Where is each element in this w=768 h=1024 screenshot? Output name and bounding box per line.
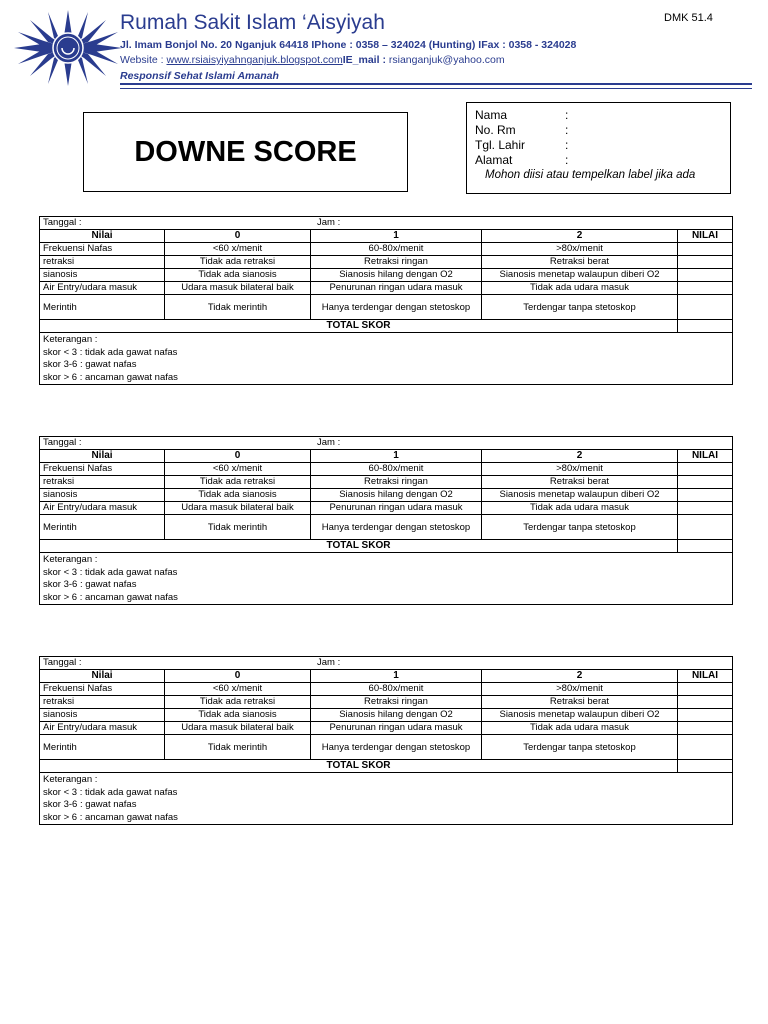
header-score-0: 0 (165, 450, 311, 463)
keterangan-row (40, 333, 733, 385)
criterion-cell: retraksi (40, 256, 165, 269)
hospital-motto: Responsif Sehat Islami Amanah (120, 70, 279, 82)
criterion-cell: Merintih (40, 515, 165, 540)
header-score-1: 1 (311, 230, 482, 243)
nilai-input-cell[interactable] (678, 269, 733, 282)
score-0-cell: Tidak merintih (165, 515, 311, 540)
header-score-0: 0 (165, 670, 311, 683)
table-row (40, 243, 733, 256)
header-score-2: 2 (482, 450, 678, 463)
keterangan-line: skor 3-6 : gawat nafas (43, 579, 137, 590)
field-label: Tgl. Lahir (475, 138, 526, 152)
nilai-input-cell[interactable] (678, 515, 733, 540)
score-1-cell: Sianosis hilang dengan O2 (311, 269, 482, 282)
nilai-input-cell[interactable] (678, 489, 733, 502)
header-nilai: Nilai (40, 670, 165, 683)
total-row (40, 540, 733, 553)
keterangan-line: skor 3-6 : gawat nafas (43, 359, 137, 370)
nilai-input-cell[interactable] (678, 243, 733, 256)
score-2-cell: Terdengar tanpa stetoskop (482, 735, 678, 760)
table-row (40, 709, 733, 722)
nilai-input-cell[interactable] (678, 735, 733, 760)
patient-label-note: Mohon diisi atau tempelkan label jika ada (485, 169, 696, 181)
criterion-cell: Merintih (40, 735, 165, 760)
patient-field-address[interactable] (475, 153, 730, 168)
table-row (40, 269, 733, 282)
table-row (40, 735, 733, 760)
jam-label: Jam : (317, 217, 341, 228)
criterion-cell: Merintih (40, 295, 165, 320)
table-header-row (40, 450, 733, 463)
field-label: Alamat (475, 153, 513, 167)
table-row (40, 722, 733, 735)
criterion-cell: sianosis (40, 489, 165, 502)
score-0-cell: Tidak ada sianosis (165, 489, 311, 502)
score-2-cell: Tidak ada udara masuk (482, 722, 678, 735)
tanggal-label: Tanggal : (43, 437, 82, 448)
score-1-cell: Retraksi ringan (311, 696, 482, 709)
criterion-cell: Frekuensi Nafas (40, 243, 165, 256)
criterion-cell: sianosis (40, 709, 165, 722)
header-divider-thin (120, 88, 752, 89)
tanggal-label: Tanggal : (43, 657, 82, 668)
score-2-cell: Sianosis menetap walaupun diberi O2 (482, 489, 678, 502)
total-skor-input-cell[interactable] (678, 320, 733, 333)
header-score-2: 2 (482, 670, 678, 683)
score-0-cell: Tidak ada retraksi (165, 256, 311, 269)
patient-info-box (466, 102, 731, 194)
keterangan-line: skor 3-6 : gawat nafas (43, 799, 137, 810)
score-2-cell: Sianosis menetap walaupun diberi O2 (482, 269, 678, 282)
table-row (40, 683, 733, 696)
total-row (40, 760, 733, 773)
score-0-cell: <60 x/menit (165, 243, 311, 256)
table-row (40, 463, 733, 476)
keterangan-row (40, 553, 733, 605)
criterion-cell: Air Entry/udara masuk (40, 282, 165, 295)
score-0-cell: Tidak ada retraksi (165, 696, 311, 709)
jam-label: Jam : (317, 437, 341, 448)
document-code: DMK 51.4 (664, 12, 713, 24)
score-0-cell: Tidak ada retraksi (165, 476, 311, 489)
patient-field-rm[interactable] (475, 123, 730, 138)
keterangan-line: skor < 3 : tidak ada gawat nafas (43, 566, 178, 578)
hospital-contact (120, 54, 505, 66)
header-nilai: Nilai (40, 450, 165, 463)
page-title: DOWNE SCORE (83, 112, 408, 192)
keterangan-title: Keterangan : (43, 334, 98, 345)
criterion-cell: retraksi (40, 696, 165, 709)
score-0-cell: Tidak ada sianosis (165, 709, 311, 722)
keterangan-line: skor > 6 : ancaman gawat nafas (43, 371, 178, 383)
nilai-input-cell[interactable] (678, 463, 733, 476)
score-1-cell: Hanya terdengar dengan stetoskop (311, 295, 482, 320)
header-nilai-value: NILAI (678, 450, 733, 463)
keterangan-line: skor < 3 : tidak ada gawat nafas (43, 346, 178, 358)
criterion-cell: sianosis (40, 269, 165, 282)
total-skor-input-cell[interactable] (678, 760, 733, 773)
keterangan-title: Keterangan : (43, 554, 98, 565)
nilai-input-cell[interactable] (678, 696, 733, 709)
score-table-3 (39, 656, 732, 825)
field-label: Nama (475, 108, 508, 122)
score-2-cell: Terdengar tanpa stetoskop (482, 295, 678, 320)
score-2-cell: Terdengar tanpa stetoskop (482, 515, 678, 540)
score-2-cell: Retraksi berat (482, 696, 678, 709)
hospital-name: Rumah Sakit Islam ‘Aisyiyah (120, 11, 385, 34)
criterion-cell: retraksi (40, 476, 165, 489)
keterangan-line: skor > 6 : ancaman gawat nafas (43, 811, 178, 823)
field-colon: : (565, 138, 569, 152)
date-time-row[interactable] (40, 657, 733, 670)
table-header-row (40, 670, 733, 683)
score-1-cell: 60-80x/menit (311, 683, 482, 696)
website-link[interactable]: www.rsiaisyiyahnganjuk.blogspot.com (166, 54, 343, 66)
table-row (40, 256, 733, 269)
score-1-cell: 60-80x/menit (311, 243, 482, 256)
table-row (40, 282, 733, 295)
score-1-cell: Hanya terdengar dengan stetoskop (311, 735, 482, 760)
score-table-2 (39, 436, 732, 605)
jam-label: Jam : (317, 657, 341, 668)
criterion-cell: Frekuensi Nafas (40, 463, 165, 476)
keterangan-cell (40, 773, 733, 825)
score-2-cell: >80x/menit (482, 243, 678, 256)
field-label: No. Rm (475, 123, 516, 137)
downe-score-table (39, 216, 733, 385)
score-0-cell: Udara masuk bilateral baik (165, 722, 311, 735)
score-2-cell: >80x/menit (482, 683, 678, 696)
header-nilai-value: NILAI (678, 670, 733, 683)
header-score-1: 1 (311, 670, 482, 683)
total-skor-label: TOTAL SKOR (40, 540, 678, 553)
date-time-row[interactable] (40, 437, 733, 450)
score-0-cell: Udara masuk bilateral baik (165, 502, 311, 515)
keterangan-title: Keterangan : (43, 774, 98, 785)
score-1-cell: Hanya terdengar dengan stetoskop (311, 515, 482, 540)
score-1-cell: Penurunan ringan udara masuk (311, 282, 482, 295)
keterangan-line: skor < 3 : tidak ada gawat nafas (43, 786, 178, 798)
email-label: IE_mail : (342, 54, 389, 66)
downe-score-table (39, 436, 733, 605)
criterion-cell: Frekuensi Nafas (40, 683, 165, 696)
hospital-logo (12, 8, 124, 88)
score-0-cell: Tidak merintih (165, 295, 311, 320)
score-0-cell: <60 x/menit (165, 683, 311, 696)
score-1-cell: Retraksi ringan (311, 256, 482, 269)
nilai-input-cell[interactable] (678, 722, 733, 735)
score-2-cell: >80x/menit (482, 463, 678, 476)
website-label: Website : (120, 54, 167, 66)
patient-field-birthdate[interactable] (475, 138, 730, 153)
table-row (40, 515, 733, 540)
table-header-row (40, 230, 733, 243)
nilai-input-cell[interactable] (678, 282, 733, 295)
nilai-input-cell[interactable] (678, 709, 733, 722)
score-2-cell: Retraksi berat (482, 256, 678, 269)
criterion-cell: Air Entry/udara masuk (40, 502, 165, 515)
score-2-cell: Sianosis menetap walaupun diberi O2 (482, 709, 678, 722)
table-row (40, 696, 733, 709)
field-colon: : (565, 108, 569, 122)
header-divider (120, 83, 752, 85)
score-0-cell: Tidak ada sianosis (165, 269, 311, 282)
nilai-input-cell[interactable] (678, 476, 733, 489)
table-row (40, 295, 733, 320)
score-1-cell: Sianosis hilang dengan O2 (311, 709, 482, 722)
score-2-cell: Retraksi berat (482, 476, 678, 489)
header-score-1: 1 (311, 450, 482, 463)
header-nilai-value: NILAI (678, 230, 733, 243)
score-1-cell: 60-80x/menit (311, 463, 482, 476)
score-1-cell: Sianosis hilang dengan O2 (311, 489, 482, 502)
criterion-cell: Air Entry/udara masuk (40, 722, 165, 735)
field-colon: : (565, 153, 569, 167)
total-skor-input-cell[interactable] (678, 540, 733, 553)
table-row (40, 502, 733, 515)
nilai-input-cell[interactable] (678, 502, 733, 515)
score-0-cell: Tidak merintih (165, 735, 311, 760)
header-nilai: Nilai (40, 230, 165, 243)
nilai-input-cell[interactable] (678, 256, 733, 269)
total-row (40, 320, 733, 333)
keterangan-line: skor > 6 : ancaman gawat nafas (43, 591, 178, 603)
score-1-cell: Retraksi ringan (311, 476, 482, 489)
email-address: rsianganjuk@yahoo.com (388, 54, 505, 66)
keterangan-cell (40, 333, 733, 385)
header-score-2: 2 (482, 230, 678, 243)
nilai-input-cell[interactable] (678, 683, 733, 696)
downe-score-table (39, 656, 733, 825)
date-time-row[interactable] (40, 217, 733, 230)
header-score-0: 0 (165, 230, 311, 243)
score-2-cell: Tidak ada udara masuk (482, 502, 678, 515)
field-colon: : (565, 123, 569, 137)
score-table-1 (39, 216, 732, 385)
score-1-cell: Penurunan ringan udara masuk (311, 502, 482, 515)
patient-field-name[interactable] (475, 108, 730, 123)
nilai-input-cell[interactable] (678, 295, 733, 320)
keterangan-row (40, 773, 733, 825)
score-0-cell: <60 x/menit (165, 463, 311, 476)
total-skor-label: TOTAL SKOR (40, 760, 678, 773)
keterangan-cell (40, 553, 733, 605)
table-row (40, 476, 733, 489)
score-1-cell: Penurunan ringan udara masuk (311, 722, 482, 735)
score-0-cell: Udara masuk bilateral baik (165, 282, 311, 295)
tanggal-label: Tanggal : (43, 217, 82, 228)
table-row (40, 489, 733, 502)
score-2-cell: Tidak ada udara masuk (482, 282, 678, 295)
total-skor-label: TOTAL SKOR (40, 320, 678, 333)
hospital-address: Jl. Imam Bonjol No. 20 Nganjuk 64418 IPhone : 0358 – 324024 (Hunting) IFax : 0358 - 324028 (120, 39, 577, 51)
